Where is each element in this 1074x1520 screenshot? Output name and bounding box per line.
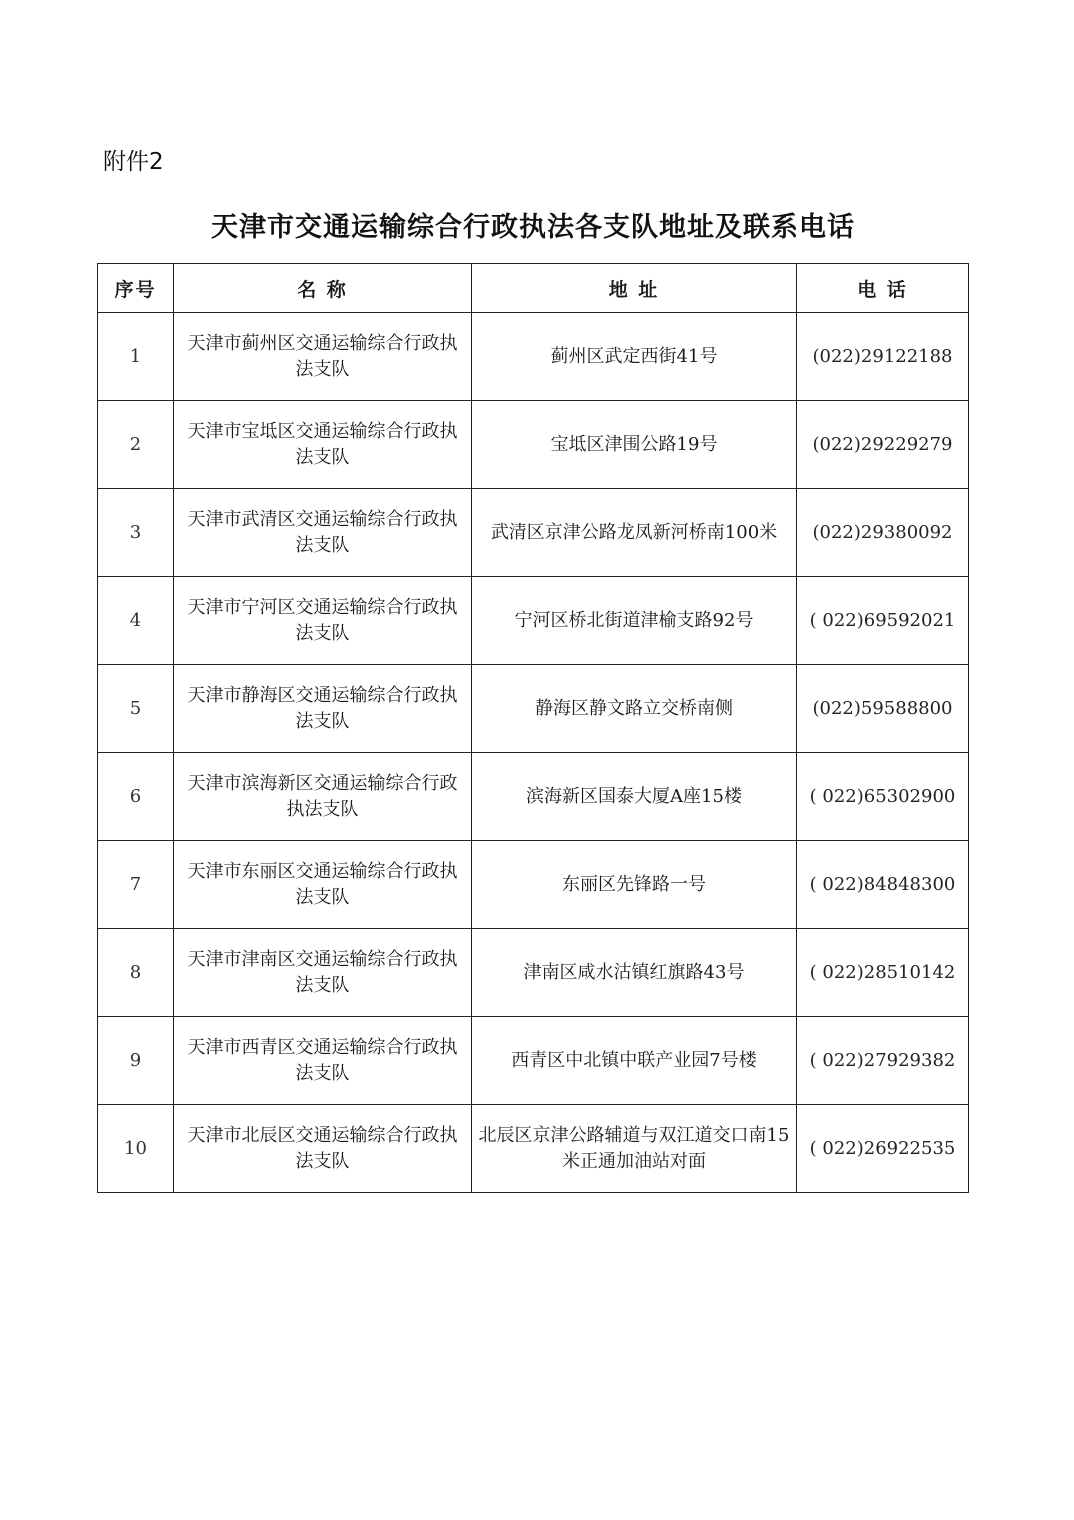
row-address: 津南区咸水沽镇红旗路43号 — [472, 929, 797, 1017]
header-address: 地 址 — [472, 264, 797, 313]
contacts-table — [97, 263, 969, 1193]
row-index: 2 — [98, 401, 174, 489]
row-index: 6 — [98, 753, 174, 841]
row-address: 北辰区京津公路辅道与双江道交口南15米正通加油站对面 — [472, 1105, 797, 1193]
row-address: 宝坻区津围公路19号 — [472, 401, 797, 489]
row-index: 8 — [98, 929, 174, 1017]
row-index: 4 — [98, 577, 174, 665]
row-index: 7 — [98, 841, 174, 929]
row-phone: ( 022)28510142 — [797, 929, 969, 1017]
row-index: 10 — [98, 1105, 174, 1193]
table-row — [98, 665, 969, 753]
row-address: 武清区京津公路龙凤新河桥南100米 — [472, 489, 797, 577]
row-index: 3 — [98, 489, 174, 577]
row-index: 1 — [98, 313, 174, 401]
row-name: 天津市宁河区交通运输综合行政执法支队 — [174, 577, 472, 665]
row-name: 天津市武清区交通运输综合行政执法支队 — [174, 489, 472, 577]
document-title: 天津市交通运输综合行政执法各支队地址及联系电话 — [211, 212, 855, 243]
row-address: 西青区中北镇中联产业园7号楼 — [472, 1017, 797, 1105]
header-phone: 电 话 — [797, 264, 969, 313]
table-row — [98, 929, 969, 1017]
attachment-label: 附件2 — [103, 149, 164, 175]
row-index: 9 — [98, 1017, 174, 1105]
row-name: 天津市滨海新区交通运输综合行政执法支队 — [174, 753, 472, 841]
table-row — [98, 489, 969, 577]
row-name: 天津市津南区交通运输综合行政执法支队 — [174, 929, 472, 1017]
row-phone: (022)29122188 — [797, 313, 969, 401]
row-name: 天津市西青区交通运输综合行政执法支队 — [174, 1017, 472, 1105]
row-phone: (022)29380092 — [797, 489, 969, 577]
row-phone: ( 022)26922535 — [797, 1105, 969, 1193]
header-name: 名 称 — [174, 264, 472, 313]
table-row — [98, 841, 969, 929]
row-address: 蓟州区武定西街41号 — [472, 313, 797, 401]
row-phone: ( 022)27929382 — [797, 1017, 969, 1105]
row-phone: ( 022)69592021 — [797, 577, 969, 665]
row-name: 天津市北辰区交通运输综合行政执法支队 — [174, 1105, 472, 1193]
row-phone: ( 022)84848300 — [797, 841, 969, 929]
row-name: 天津市东丽区交通运输综合行政执法支队 — [174, 841, 472, 929]
row-phone: ( 022)65302900 — [797, 753, 969, 841]
table-row — [98, 753, 969, 841]
table-header-row — [98, 264, 969, 313]
row-phone: (022)59588800 — [797, 665, 969, 753]
table-row — [98, 1105, 969, 1193]
row-address: 宁河区桥北街道津榆支路92号 — [472, 577, 797, 665]
row-address: 静海区静文路立交桥南侧 — [472, 665, 797, 753]
header-index: 序号 — [98, 264, 174, 313]
table-row — [98, 577, 969, 665]
row-phone: (022)29229279 — [797, 401, 969, 489]
table-row — [98, 313, 969, 401]
row-index: 5 — [98, 665, 174, 753]
row-name: 天津市宝坻区交通运输综合行政执法支队 — [174, 401, 472, 489]
table-row — [98, 401, 969, 489]
row-name: 天津市静海区交通运输综合行政执法支队 — [174, 665, 472, 753]
table-row — [98, 1017, 969, 1105]
row-name: 天津市蓟州区交通运输综合行政执法支队 — [174, 313, 472, 401]
row-address: 滨海新区国泰大厦A座15楼 — [472, 753, 797, 841]
row-address: 东丽区先锋路一号 — [472, 841, 797, 929]
